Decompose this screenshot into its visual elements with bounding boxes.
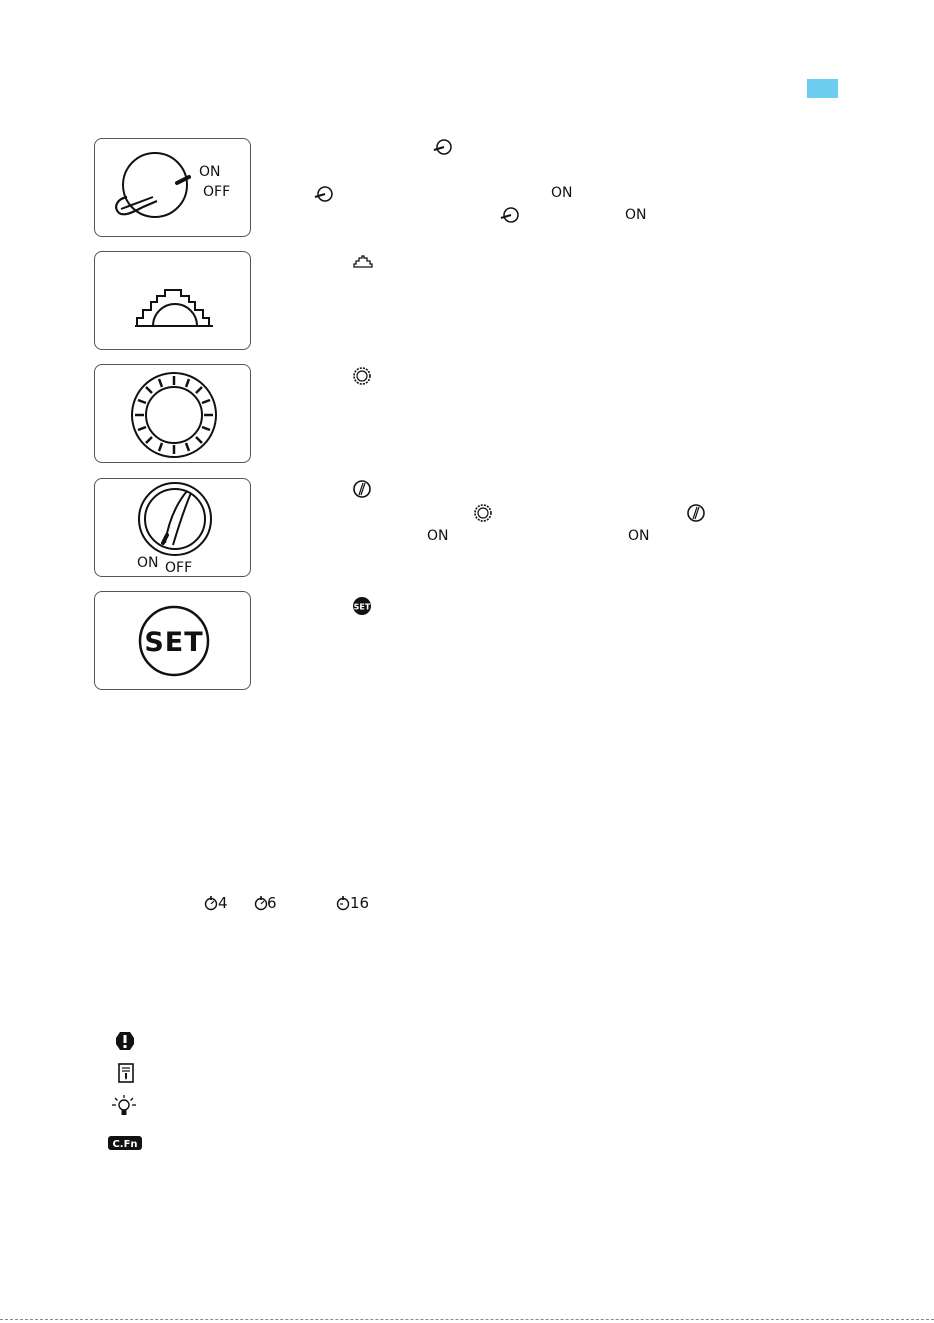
quick-control-switch-small-icon	[686, 503, 706, 523]
timer-icon	[336, 894, 350, 912]
page-footer-rule	[0, 1319, 934, 1320]
main-dial-illustration	[94, 251, 251, 350]
qc-switch-off-label: OFF	[165, 560, 193, 576]
quick-control-switch-small-icon	[352, 479, 372, 499]
quick-control-switch-illustration	[94, 478, 251, 577]
power-off-label: OFF	[203, 184, 231, 200]
qc-on-inline-label-2: ON	[628, 528, 650, 544]
tip-bulb-icon	[111, 1094, 137, 1118]
svg-text:SET: SET	[353, 602, 371, 612]
power-switch-small-icon	[313, 185, 335, 203]
quick-control-switch-icon	[139, 483, 211, 555]
cfn-icon	[108, 1136, 142, 1150]
caution-icon	[114, 1030, 136, 1052]
quick-control-dial-illustration	[94, 364, 251, 463]
quick-control-dial-icon	[132, 373, 216, 457]
set-button-small-icon	[352, 596, 372, 616]
power-on-inline-label-2: ON	[625, 207, 647, 223]
timer-value-16: 16	[350, 894, 370, 912]
set-button-label: SET	[144, 627, 204, 658]
timer-icon	[254, 894, 268, 912]
power-on-label: ON	[199, 164, 221, 180]
power-switch-small-icon	[432, 138, 454, 156]
set-button-illustration	[94, 591, 251, 690]
main-dial-small-icon	[352, 253, 374, 269]
power-switch-icon	[116, 153, 189, 217]
power-switch-illustration	[94, 138, 251, 237]
timer-value-4: 4	[218, 894, 228, 912]
timer-value-6: 6	[267, 894, 277, 912]
power-on-inline-label: ON	[551, 185, 573, 201]
qc-switch-on-label: ON	[137, 555, 159, 571]
qc-on-inline-label: ON	[427, 528, 449, 544]
cfn-label: C.Fn	[112, 1139, 138, 1150]
note-icon	[117, 1062, 135, 1084]
power-switch-small-icon	[499, 206, 521, 224]
main-dial-icon	[135, 290, 213, 326]
section-tab-marker	[807, 79, 838, 98]
quick-control-dial-small-icon	[352, 366, 372, 386]
quick-control-dial-small-icon	[473, 503, 493, 523]
timer-icon	[204, 894, 218, 912]
